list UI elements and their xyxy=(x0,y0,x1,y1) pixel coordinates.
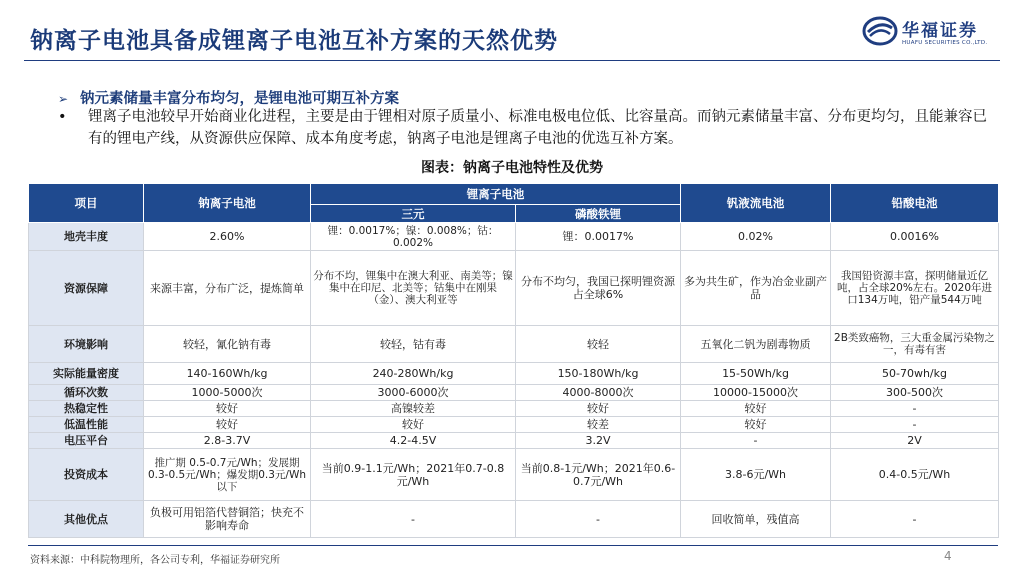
cell: 较轻，氰化钠有毒 xyxy=(144,326,311,363)
table-row xyxy=(29,251,999,326)
table-row xyxy=(29,417,999,433)
cell: 高镍较差 xyxy=(311,401,516,417)
cell: 分布不均匀，我国已探明锂资源占全球6% xyxy=(516,251,681,326)
cell: 较轻，钴有毒 xyxy=(311,326,516,363)
cell: 多为共生矿，作为冶金业副产品 xyxy=(681,251,831,326)
logo-text-cn: 华福证券 xyxy=(902,21,978,41)
cell: - xyxy=(831,417,999,433)
cell: 较好 xyxy=(681,401,831,417)
cell: 140-160Wh/kg xyxy=(144,363,311,385)
cell: - xyxy=(311,501,516,538)
header-lfp: 磷酸铁锂 xyxy=(516,205,681,223)
cell: 2B类致癌物，三大重金属污染物之一，有毒有害 xyxy=(831,326,999,363)
cell: 推广期 0.5-0.7元/Wh；发展期0.3-0.5元/Wh；爆发期0.3元/Wh 以下 xyxy=(144,449,311,501)
cell: 当前0.8-1元/Wh；2021年0.6-0.7元/Wh xyxy=(516,449,681,501)
table-row xyxy=(29,363,999,385)
cell: 0.02% xyxy=(681,223,831,251)
cell: 负极可用铝箔代替铜箔；快充不影响寿命 xyxy=(144,501,311,538)
table-row xyxy=(29,385,999,401)
dot-bullet-icon: • xyxy=(58,109,67,125)
cell: 五氧化二钒为剧毒物质 xyxy=(681,326,831,363)
cell: 50-70wh/kg xyxy=(831,363,999,385)
cell: 来源丰富，分布广泛，提炼简单 xyxy=(144,251,311,326)
cell: 2V xyxy=(831,433,999,449)
row-header: 投资成本 xyxy=(29,449,144,501)
cell: 3.2V xyxy=(516,433,681,449)
header-sodium: 钠离子电池 xyxy=(144,184,311,223)
cell: 2.8-3.7V xyxy=(144,433,311,449)
title-divider xyxy=(24,60,1000,61)
company-logo xyxy=(862,12,1012,56)
cell: 3000-6000次 xyxy=(311,385,516,401)
row-header: 环境影响 xyxy=(29,326,144,363)
cell: 4.2-4.5V xyxy=(311,433,516,449)
header-item: 项目 xyxy=(29,184,144,223)
logo-swirl-icon xyxy=(862,16,898,46)
row-header: 实际能量密度 xyxy=(29,363,144,385)
row-header: 资源保障 xyxy=(29,251,144,326)
cell: 较好 xyxy=(144,417,311,433)
row-header: 循环次数 xyxy=(29,385,144,401)
row-header: 低温性能 xyxy=(29,417,144,433)
table-caption: 图表：钠离子电池特性及优势 xyxy=(421,160,603,176)
header-ternary: 三元 xyxy=(311,205,516,223)
cell: 300-500次 xyxy=(831,385,999,401)
cell: 我国铅资源丰富，探明储量近亿吨，占全球20%左右。2020年进口134万吨，铅产量544万吨 xyxy=(831,251,999,326)
cell: 240-280Wh/kg xyxy=(311,363,516,385)
header-vanadium: 钒液流电池 xyxy=(681,184,831,223)
cell: 较好 xyxy=(311,417,516,433)
row-header: 热稳定性 xyxy=(29,401,144,417)
cell: - xyxy=(831,501,999,538)
bullet-paragraph xyxy=(58,106,988,150)
table-row xyxy=(29,223,999,251)
cell: 回收简单，残值高 xyxy=(681,501,831,538)
table-row xyxy=(29,449,999,501)
cell: 较好 xyxy=(144,401,311,417)
header-lithium: 锂离子电池 xyxy=(311,184,681,205)
row-header: 地壳丰度 xyxy=(29,223,144,251)
cell: 4000-8000次 xyxy=(516,385,681,401)
bullet-heading xyxy=(58,87,399,108)
page-title: 钠离子电池具备成锂离子电池互补方案的天然优势 xyxy=(30,28,558,54)
bullet-paragraph-text: 锂离子电池较早开始商业化进程，主要是由于锂相对原子质量小、标准电极电位低、比容量高。而钠元素储量丰富、分布更均匀，且能兼容已有的锂电产线，从资源供应保障、成本角度考虑，钠离子电池是锂离子电池的优选互补方案。 xyxy=(88,109,987,147)
cell: 150-180Wh/kg xyxy=(516,363,681,385)
cell: 1000-5000次 xyxy=(144,385,311,401)
table-row xyxy=(29,401,999,417)
cell: 较差 xyxy=(516,417,681,433)
table-row xyxy=(29,501,999,538)
cell: 0.4-0.5元/Wh xyxy=(831,449,999,501)
logo-text-en: HUAFU SECURITIES CO.,LTD. xyxy=(902,40,988,46)
table-row xyxy=(29,433,999,449)
cell: 较轻 xyxy=(516,326,681,363)
footer-divider xyxy=(28,545,998,546)
row-header: 其他优点 xyxy=(29,501,144,538)
cell: 当前0.9-1.1元/Wh；2021年0.7-0.8元/Wh xyxy=(311,449,516,501)
cell: 较好 xyxy=(681,417,831,433)
source-note: 资料来源：中科院物理所，各公司专利，华福证券研究所 xyxy=(30,555,280,566)
cell: 10000-15000次 xyxy=(681,385,831,401)
cell: - xyxy=(831,401,999,417)
cell: 较好 xyxy=(516,401,681,417)
comparison-table xyxy=(28,183,999,538)
cell: 3.8-6元/Wh xyxy=(681,449,831,501)
bullet-heading-text: 钠元素储量丰富分布均匀，是锂电池可期互补方案 xyxy=(80,91,399,107)
cell: 0.0016% xyxy=(831,223,999,251)
table-row xyxy=(29,326,999,363)
cell: - xyxy=(681,433,831,449)
page-number: 4 xyxy=(944,549,952,563)
cell: - xyxy=(516,501,681,538)
cell: 分布不均，锂集中在澳大利亚、南美等；镍集中在印尼、北美等；钴集中在刚果（金）、澳大利亚等 xyxy=(311,251,516,326)
cell: 锂：0.0017% xyxy=(516,223,681,251)
row-header: 电压平台 xyxy=(29,433,144,449)
cell: 15-50Wh/kg xyxy=(681,363,831,385)
arrow-bullet-icon: ➢ xyxy=(58,92,69,106)
cell: 锂：0.0017%；镍：0.008%；钴：0.002% xyxy=(311,223,516,251)
cell: 2.60% xyxy=(144,223,311,251)
header-lead: 铅酸电池 xyxy=(831,184,999,223)
